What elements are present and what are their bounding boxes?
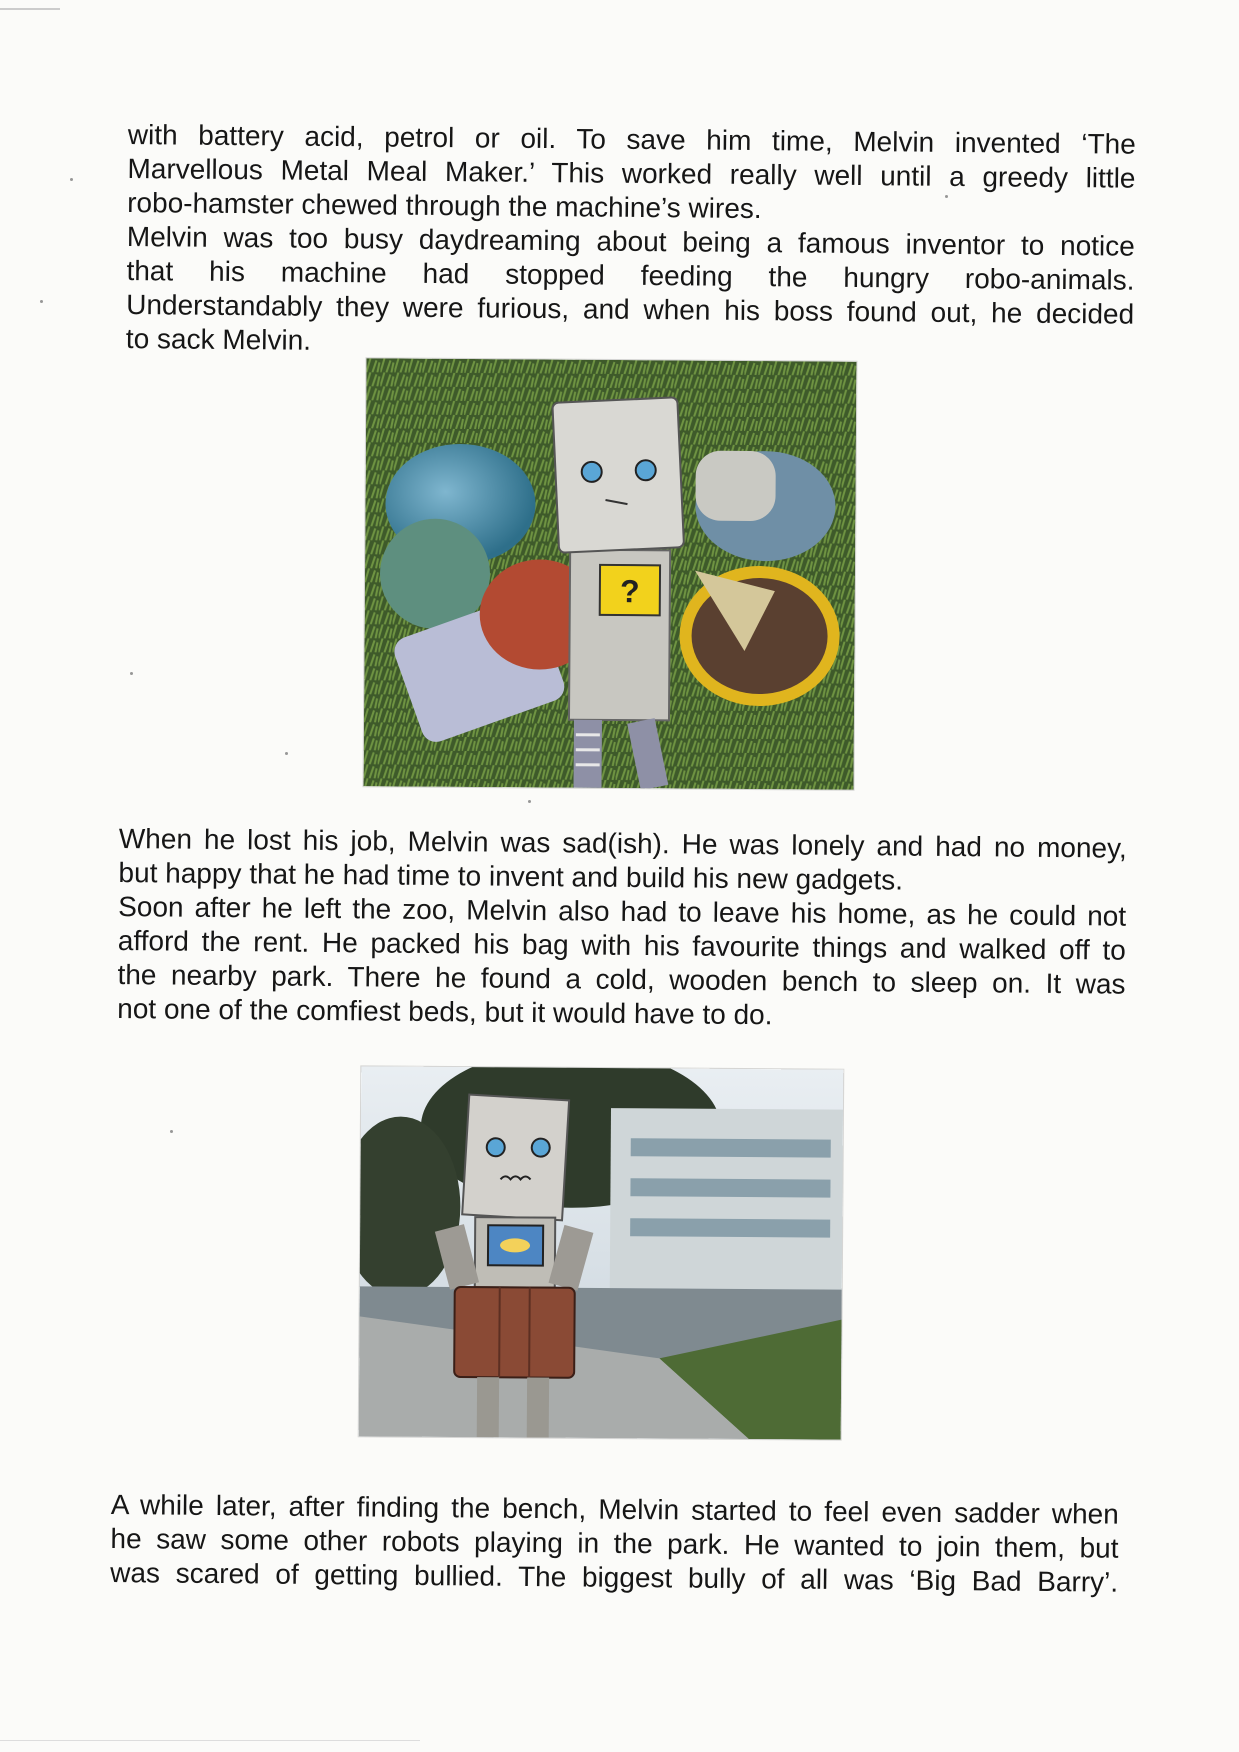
text-line: but happy that he had time to invent and build his new gadgets. — [118, 856, 904, 896]
text-line: Soon after he left the zoo, Melvin also had to leave his home, as he could not — [118, 890, 1127, 932]
text-line: Marvellous Metal Meal Maker.’ This worked really well until a greedy little — [127, 152, 1136, 194]
scan-speck — [70, 178, 73, 181]
paragraph-melvin-lost-job — [117, 822, 1127, 1036]
text-line: A while later, after finding the bench, Melvin started to feel even sadder when — [110, 1489, 1119, 1530]
text-line: When he lost his job, Melvin was sad(ish). He was lonely and had no money, — [118, 822, 1127, 864]
text-line: with battery acid, petrol or oil. To save him time, Melvin invented ‘The — [127, 118, 1136, 160]
text-line: afford the rent. He packed his bag with his favourite things and walked off to — [117, 924, 1126, 966]
text-line: he saw some other robots playing in the park. He wanted to join them, but — [110, 1522, 1119, 1564]
text-line: not one of the comfiest beds, but it would have to do. — [117, 992, 773, 1031]
scan-edge-mark — [0, 8, 60, 10]
scan-speck — [945, 195, 948, 198]
scan-speck — [528, 800, 531, 803]
photo-melvin-with-suitcase — [359, 1066, 844, 1439]
text-line: the nearby park. There he found a cold, wooden bench to sleep on. It was — [117, 958, 1126, 1000]
badge-question-mark: ? — [619, 573, 640, 610]
text-line: was scared of getting bullied. The biggest bully of all was ‘Big Bad Barry’. — [110, 1556, 1119, 1598]
scan-edge-mark — [0, 1740, 420, 1741]
scan-speck — [285, 752, 288, 755]
text-line: to sack Melvin. — [125, 322, 312, 356]
text-line: that his machine had stopped feeding the hungry robo-animals. — [126, 254, 1135, 296]
text-line: Melvin was too busy daydreaming about being a famous inventor to notice — [126, 220, 1135, 262]
paragraph-melvin-invention — [126, 118, 1136, 366]
scan-speck — [130, 672, 133, 675]
scan-speck — [40, 300, 43, 303]
text-line: Understandably they were furious, and when his boss found out, he decided — [126, 288, 1135, 330]
scan-speck — [170, 1130, 173, 1133]
photo-melvin-with-robo-animals — [364, 358, 857, 789]
text-line: robo-hamster chewed through the machine’s wires. — [127, 186, 762, 225]
paragraph-big-bad-barry — [110, 1488, 1119, 1600]
